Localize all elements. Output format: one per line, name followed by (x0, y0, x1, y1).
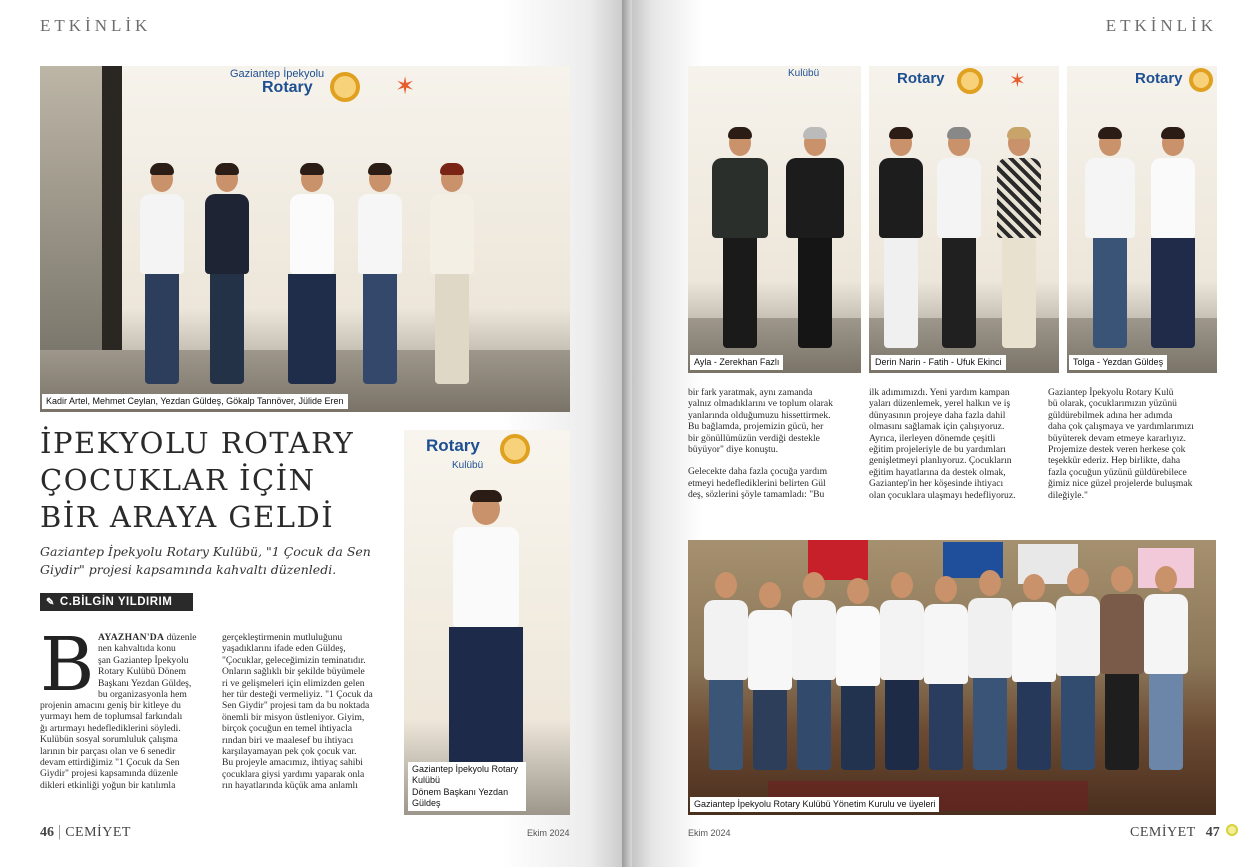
text-line: larının bir parçası olan ve 6 senedir (40, 745, 176, 757)
text-line: Bu projeyle amacımız, ihtiyaç sahibi (222, 757, 363, 769)
photo-ayla-zerekhan (688, 66, 861, 373)
star-logo-icon: ✶ (395, 74, 416, 100)
rotary-wheel-icon (957, 68, 983, 94)
person-figure (712, 130, 768, 348)
text-line: yaşadıklarını ifade eden Güldeş, (222, 643, 346, 655)
article-headline (40, 425, 390, 536)
text-line: bir gönüllümüzün verdiği destekle (688, 432, 820, 444)
text-line: yalnız olmadıklarını ve toplum olarak (688, 398, 833, 410)
text-line: genişletmeyi planlıyoruz. Çocukların (869, 455, 1012, 467)
person-figure (879, 130, 923, 348)
person-figure (786, 130, 844, 348)
article-subtitle: Gaziantep İpekyolu Rotary Kulübü, "1 Çocuk da Sen Giydir" projesi kapsamında kahvaltı düzenledi. (40, 544, 371, 577)
text-line: büyüterek devam etmeye kararlıyız. (1048, 432, 1186, 444)
person-figure (1144, 566, 1188, 770)
sun-ornament-icon (1226, 824, 1238, 836)
section-label: ETKİNLİK (1105, 16, 1217, 35)
text-line: teşekkür ederiz. Hep birlikte, daha (1048, 455, 1181, 467)
headline-line: İPEKYOLU ROTARY (40, 426, 355, 460)
rotary-logo-subtext: Kulübü (452, 460, 484, 471)
text-line: düzenle (164, 632, 197, 643)
person-figure (1085, 130, 1135, 348)
star-logo-icon: ✶ (1009, 70, 1026, 92)
body-column-2 (869, 387, 1044, 501)
page-folio-left: 46 | CEMİYET (40, 823, 131, 840)
text-line: çocuklara giysi yardımı yaparak onla (222, 768, 365, 780)
text-line: Sen Giydir" projesi tam da bu noktada (222, 700, 370, 712)
person-figure (937, 130, 981, 348)
body-column-2 (222, 632, 394, 792)
person-figure (1100, 566, 1144, 770)
person-figure (430, 166, 474, 384)
drop-cap: B (40, 622, 95, 708)
rotary-wheel-icon (330, 72, 360, 102)
person-figure (792, 572, 836, 770)
right-page (627, 0, 1253, 867)
text-line: Gaziantep İpekyolu Rotary Kulü (1048, 387, 1174, 398)
text-line: daha çok çalışmaya ve yardımlarımızı (1048, 421, 1194, 433)
text-line: yanlarında olduğumuzu hissettirmek. (688, 409, 831, 421)
photo-caption: Tolga - Yezdan Güldeş (1069, 355, 1167, 370)
text-line: Giydir" projesi kapsamında düzenle (40, 768, 178, 780)
page-number: 47 (1205, 825, 1220, 840)
text-line: olmasını sağlamak için çalışıyoruz. (869, 421, 1005, 433)
person-figure (704, 572, 748, 770)
photo-caption: Derin Narin - Fatih - Ufuk Ekinci (871, 355, 1006, 370)
text-line: ğı artırmayı hedeflediklerini söyledi. (40, 722, 181, 734)
text-line: dikleri etkinliği yoğun bir katılımla (40, 779, 176, 791)
rotary-logo-word: Rotary (897, 70, 945, 87)
text-line: bü olarak, çocuklarımızın yüzünü (1048, 398, 1177, 410)
text-line: eğitim projeleriyle de bu yardımları (869, 444, 1006, 456)
text-line: Projemize destek veren herkese çok (1048, 444, 1186, 456)
text-line: projenin amacını geniş bir kitleye du (40, 700, 181, 711)
headline-line: ÇOCUKLAR İÇİN (40, 463, 316, 497)
text-line: birçok çocuğun en temel ihtiyacla (222, 723, 352, 735)
text-line: Başkanı Yezdan Güldeş, (98, 677, 192, 689)
group-photo-board (688, 540, 1216, 815)
person-figure (836, 578, 880, 770)
body-column-3 (1048, 387, 1223, 501)
caption-line: Dönem Başkanı Yezdan Güldeş (412, 786, 509, 808)
text-line: devam ettirdiğimiz "1 Çocuk da Sen (40, 757, 180, 769)
magazine-name: CEMİYET (1130, 825, 1196, 840)
person-figure (880, 572, 924, 770)
magazine-name: CEMİYET (65, 825, 131, 840)
text-line: olan çocuklara ulaşmayı hedefliyoruz. (869, 489, 1016, 501)
text-line: ilk adımımızdı. Yeni yardım kampan (869, 387, 1010, 398)
text-line: her tür desteği vermeliyiz. "1 Çocuk da (222, 689, 373, 701)
person-figure (1012, 574, 1056, 770)
rotary-wheel-icon (1189, 68, 1213, 92)
text-line: gerçekleştirmenin mutluluğunu (222, 632, 343, 643)
photo-caption: Gaziantep İpekyolu Rotary Kulübü Yönetim Kurulu ve üyeleri (690, 797, 939, 812)
text-line: Bu bağlamda, projemizin gücü, her (688, 421, 824, 433)
body-column-1-bottom (40, 700, 218, 791)
rotary-logo-word: Rotary (262, 79, 313, 96)
person-figure (449, 493, 523, 777)
portrait-caption (408, 762, 526, 811)
text-line: ri ve gelişmeleri için elimizden gelen (222, 677, 365, 689)
photo-derin-fatih-ufuk (869, 66, 1059, 373)
photo-caption: Kadir Artel, Mehmet Ceylan, Yezdan Güldeş, Gökalp Tannöver, Jülide Eren (42, 394, 348, 409)
person-figure (748, 582, 792, 770)
portrait-photo (404, 430, 570, 815)
text-line: şan Gaziantep İpekyolu (98, 654, 189, 666)
text-line: deş, sözlerini şöyle tamamladı: "Bu (688, 489, 825, 501)
page-number: 46 (40, 825, 54, 840)
text-line: fazla çocuğun yüzünü güldürebilece (1048, 466, 1187, 478)
text-line: Gaziantep'in her köşesinde ihtiyacı (869, 478, 1004, 490)
person-figure (968, 570, 1012, 770)
rotary-logo-text: Gaziantep İpekyolu (230, 68, 325, 80)
person-figure (140, 166, 184, 384)
text-line: Ayrıca, ilerleyen dönemde çeşitli (869, 432, 996, 444)
person-figure (358, 166, 402, 384)
photo-caption: Ayla - Zerekhan Fazlı (690, 355, 783, 370)
rotary-logo-subtext: Kulübü (788, 68, 820, 79)
rotary-logo-word: Rotary (1135, 70, 1183, 87)
photo-tolga-yezdan (1067, 66, 1217, 373)
issue-date: Ekim 2024 (527, 828, 570, 838)
person-figure (1056, 568, 1100, 770)
text-line: büyüyor" diye konuştu. (688, 444, 778, 456)
text-line: yurmayı hem de toplumsal farkındalı (40, 711, 183, 723)
rotary-wheel-icon (500, 434, 530, 464)
page-folio-right (1130, 823, 1220, 841)
pen-icon: ✎ (46, 597, 55, 608)
text-line: nen kahvaltıda konu (98, 643, 176, 655)
author-badge (40, 593, 193, 611)
body-column-1-top (98, 632, 218, 700)
text-line: bir fark yaratmak, aynı zamanda (688, 387, 813, 398)
text-line: güldürebilmek adına her adımda (1048, 409, 1173, 421)
caption-line: Gaziantep İpekyolu Rotary Kulübü (412, 764, 519, 786)
lead-word: AYAZHAN'DA (98, 632, 165, 643)
text-line: Rotary Kulübü Dönem (98, 666, 186, 678)
group-members (704, 570, 1204, 770)
body-column-1 (688, 387, 861, 501)
group-photo-top (40, 66, 570, 412)
text-line: rın hayatlarında küçük ama anlamlı (222, 780, 358, 792)
text-line: rından biri ve maalesef bu ihtiyacı (222, 734, 354, 746)
text-line: karşılayamayan pek çok çocuk var. (222, 746, 357, 758)
author-name: C.BİLGİN YILDIRIM (59, 596, 173, 608)
person-figure (924, 576, 968, 770)
text-line: yaları düzenlemek, yerel halkın ve iş (869, 398, 1011, 410)
text-line: dünyasının projeye daha fazla dahil (869, 409, 1006, 421)
headline-line: BİR ARAYA GELDİ (40, 500, 335, 534)
text-line: önemli bir misyon üstleniyor. Giyim, (222, 711, 365, 723)
rotary-logo-word: Rotary (426, 436, 480, 455)
person-figure (1151, 130, 1195, 348)
issue-date: Ekim 2024 (688, 828, 731, 838)
person-figure (997, 130, 1041, 348)
text-line: etmeyi hedeflediklerini belirten Gül (688, 477, 826, 489)
person-figure (288, 166, 336, 384)
text-line: Onların sağlıklı bir şekilde büyümele (222, 666, 365, 678)
person-figure (205, 166, 249, 384)
text-line: dileğiyle." (1048, 489, 1088, 501)
section-label: ETKİNLİK (40, 16, 152, 35)
text-line: ğimiz nice güzel projelerde buluşmak (1048, 478, 1193, 490)
text-line: Gelecekte daha fazla çocuğa yardım (688, 466, 828, 478)
text-line: bu organizasyonla hem (98, 689, 187, 701)
spine-gutter (622, 0, 632, 867)
text-line: Kulübün sosyal sorumluluk çalışma (40, 734, 178, 746)
text-line: "Çocuklar, geleceğimizin teminatıdır. (222, 654, 366, 666)
text-line: eğitim hayatlarına da destek olmak, (869, 466, 1006, 478)
